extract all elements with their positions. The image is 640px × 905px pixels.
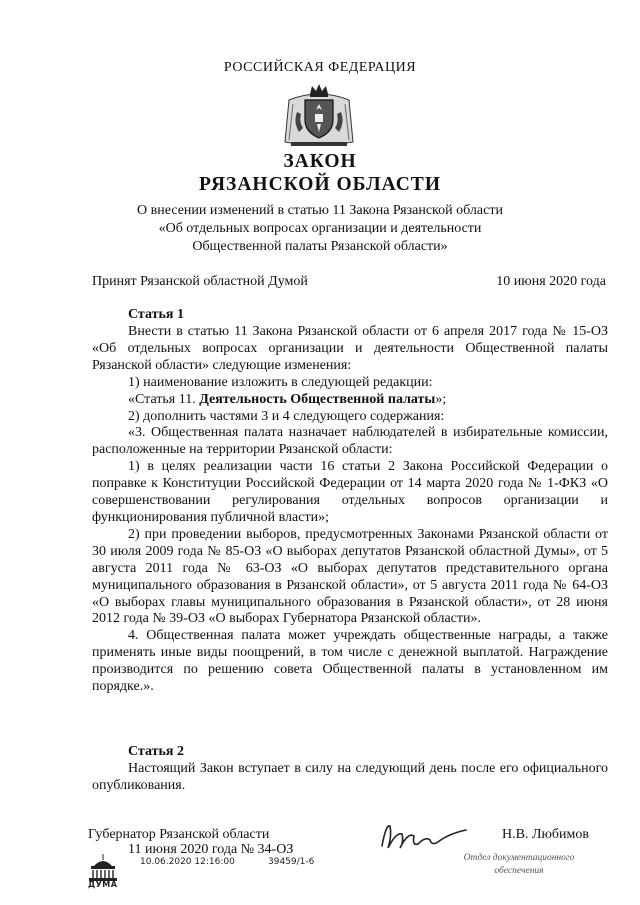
handwritten-signature xyxy=(378,818,470,854)
coat-of-arms-emblem xyxy=(283,82,355,150)
law-title xyxy=(0,150,640,196)
law-date-number: 11 июня 2020 года № 34-ОЗ xyxy=(128,842,294,857)
quote-bold: Деятельность Общественной палаты xyxy=(199,391,436,407)
article1-intro: Внести в статью 11 Закона Рязанской области от 6 апреля 2017 года № 15-ОЗ «Об отдельных вопросах организации и деятельности Общественной палаты Рязанской области» следующие изменения: xyxy=(92,324,608,373)
article1-item1: 1) наименование изложить в следующей редакции: xyxy=(128,374,433,390)
article1-item2: 2) дополнить частями 3 и 4 следующего содержания: xyxy=(128,408,445,424)
article1-body xyxy=(92,324,608,696)
stamp-line1: Отдел документационного xyxy=(463,853,575,863)
registration-timestamp: 10.06.2020 12:16:00 xyxy=(140,857,235,867)
adoption-row xyxy=(92,274,606,290)
subtitle-line2: «Об отдельных вопросах организации и деятельности xyxy=(158,221,482,236)
article2-body xyxy=(92,761,608,795)
registration-number: 39459/1-6 xyxy=(268,857,315,867)
adoption-date: 10 июня 2020 года xyxy=(496,274,606,289)
law-subtitle xyxy=(0,202,640,256)
law-title-line2: РЯЗАНСКОЙ ОБЛАСТИ xyxy=(199,174,441,195)
article1-part4: 4. Общественная палата может учреждать общественные награды, а также применять иные виды поощрений, в том числе с денежной выплатой. Награждение производится по решению совета Общественной палаты в установленном им порядке.». xyxy=(92,628,608,695)
article1-heading: Статья 1 xyxy=(128,307,184,322)
article2-heading: Статья 2 xyxy=(128,744,184,759)
law-title-line1: ЗАКОН xyxy=(283,151,357,172)
department-stamp xyxy=(444,852,594,878)
article2-text: Настоящий Закон вступает в силу на следующий день после его официального опубликования. xyxy=(92,761,608,793)
country-name: РОССИЙСКАЯ ФЕДЕРАЦИЯ xyxy=(223,60,417,75)
article1-part3-1: 1) в целях реализации части 16 статьи 2 Закона Российской Федерации о поправке к Конституции Российской Федерации от 14 марта 2020 года № 1-ФКЗ «О совершенствовании регулирования отдельных вопросов организации и функционирования публичной власти»; xyxy=(92,459,608,525)
article1-part3-2: 2) при проведении выборов, предусмотренных Законами Рязанской области от 30 июля 2009 года № 85-ОЗ «О выборах депутатов Рязанской областной Думы», от 5 августа 2011 года № 63-ОЗ «О выборах депутатов представительного органа муниципального образования в Рязанской области», от 5 августа 2011 года № 64-ОЗ «О выборах главы муниципального образования в Рязанской области», от 28 июня 2012 года № 39-ОЗ «О выборах Губернатора Рязанской области». xyxy=(92,526,608,627)
article1-quote xyxy=(92,392,608,409)
governor-position: Губернатор Рязанской области xyxy=(88,827,270,842)
adopted-by: Принят Рязанской областной Думой xyxy=(92,274,308,289)
quote-prefix: «Статья 11. xyxy=(128,391,200,407)
subtitle-line1: О внесении изменений в статью 11 Закона Рязанской области xyxy=(137,203,503,218)
quote-suffix: »; xyxy=(435,391,447,407)
duma-logo-text: ДУМА xyxy=(88,880,118,889)
governor-name: Н.В. Любимов xyxy=(502,827,589,842)
stamp-line2: обеспечения xyxy=(494,866,544,876)
subtitle-line3: Общественной палаты Рязанской области» xyxy=(192,239,448,254)
article1-part3: «3. Общественная палата назначает наблюдателей в избирательные комиссии, расположенные на территории Рязанской области: xyxy=(92,425,608,458)
